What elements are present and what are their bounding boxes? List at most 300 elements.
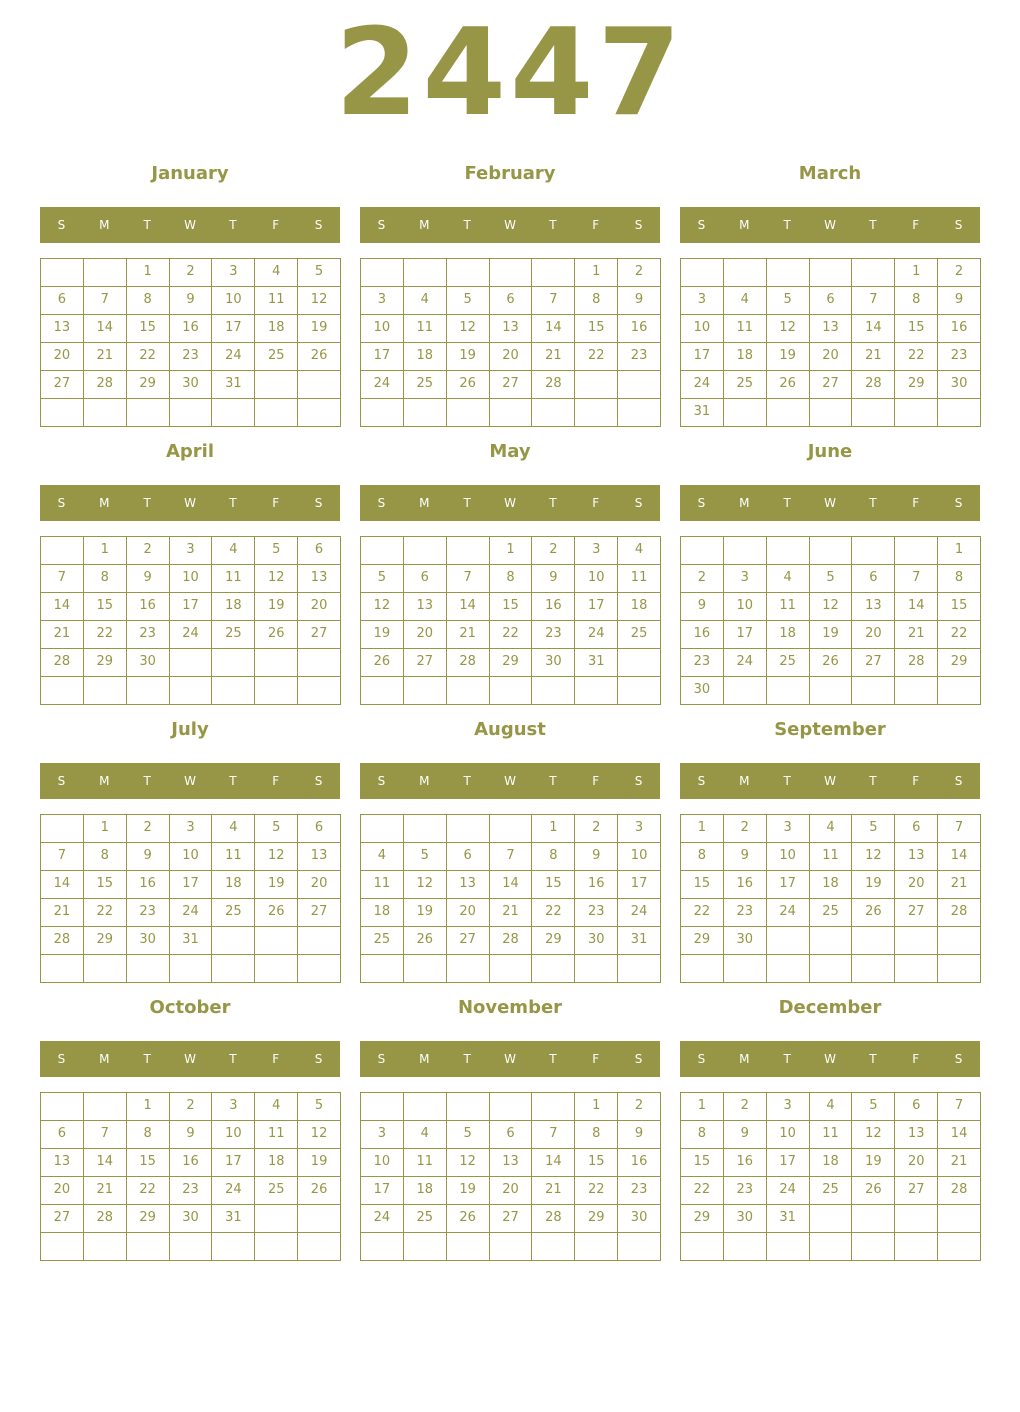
day-grid bbox=[360, 258, 661, 427]
weekday-label: T bbox=[143, 496, 151, 510]
day-cell: 25 bbox=[810, 899, 853, 927]
day-cell: 11 bbox=[810, 843, 853, 871]
day-cell: 24 bbox=[767, 1177, 810, 1205]
day-cell: 8 bbox=[938, 565, 981, 593]
day-cell: 3 bbox=[618, 815, 661, 843]
day-cell: 8 bbox=[490, 565, 533, 593]
empty-day-cell bbox=[852, 259, 895, 287]
empty-day-cell bbox=[724, 537, 767, 565]
empty-day-cell bbox=[852, 399, 895, 427]
month-july bbox=[40, 715, 340, 985]
day-cell: 18 bbox=[212, 593, 255, 621]
day-cell: 18 bbox=[255, 1149, 298, 1177]
weekday-header bbox=[40, 1041, 340, 1077]
day-cell: 29 bbox=[490, 649, 533, 677]
day-cell: 20 bbox=[490, 1177, 533, 1205]
day-cell: 16 bbox=[681, 621, 724, 649]
day-cell: 12 bbox=[255, 565, 298, 593]
day-cell: 10 bbox=[575, 565, 618, 593]
day-cell: 13 bbox=[404, 593, 447, 621]
empty-day-cell bbox=[212, 927, 255, 955]
day-cell: 6 bbox=[298, 537, 341, 565]
day-cell: 10 bbox=[767, 1121, 810, 1149]
day-cell: 11 bbox=[404, 315, 447, 343]
day-cell: 19 bbox=[404, 899, 447, 927]
day-cell: 28 bbox=[84, 371, 127, 399]
weekday-label: F bbox=[912, 774, 920, 788]
day-cell: 17 bbox=[767, 871, 810, 899]
weekday-label: M bbox=[419, 774, 430, 788]
day-cell: 1 bbox=[895, 259, 938, 287]
empty-day-cell bbox=[895, 927, 938, 955]
day-cell: 10 bbox=[170, 565, 213, 593]
day-cell: 15 bbox=[127, 1149, 170, 1177]
weekday-label: S bbox=[634, 218, 643, 232]
day-cell: 25 bbox=[255, 1177, 298, 1205]
day-cell: 2 bbox=[127, 537, 170, 565]
weekday-label: W bbox=[504, 218, 516, 232]
day-cell: 10 bbox=[361, 1149, 404, 1177]
month-name: December bbox=[778, 997, 882, 1018]
empty-day-cell bbox=[852, 1205, 895, 1233]
day-cell: 10 bbox=[170, 843, 213, 871]
empty-day-cell bbox=[490, 955, 533, 983]
empty-day-cell bbox=[724, 259, 767, 287]
weekday-label: T bbox=[229, 218, 237, 232]
day-cell: 17 bbox=[618, 871, 661, 899]
day-cell: 1 bbox=[681, 815, 724, 843]
empty-day-cell bbox=[84, 1093, 127, 1121]
day-cell: 7 bbox=[41, 565, 84, 593]
day-cell: 15 bbox=[490, 593, 533, 621]
empty-day-cell bbox=[447, 259, 490, 287]
day-cell: 3 bbox=[575, 537, 618, 565]
weekday-label: F bbox=[272, 1052, 280, 1066]
empty-day-cell bbox=[490, 1093, 533, 1121]
empty-day-cell bbox=[681, 1233, 724, 1261]
month-december bbox=[680, 993, 980, 1263]
day-cell: 9 bbox=[938, 287, 981, 315]
weekday-label: S bbox=[57, 496, 66, 510]
day-cell: 7 bbox=[84, 1121, 127, 1149]
day-cell: 28 bbox=[447, 649, 490, 677]
day-cell: 26 bbox=[810, 649, 853, 677]
weekday-label: W bbox=[504, 496, 516, 510]
day-cell: 2 bbox=[618, 259, 661, 287]
day-cell: 16 bbox=[127, 871, 170, 899]
day-cell: 18 bbox=[404, 1177, 447, 1205]
day-cell: 26 bbox=[298, 1177, 341, 1205]
day-cell: 1 bbox=[681, 1093, 724, 1121]
day-cell: 7 bbox=[938, 1093, 981, 1121]
day-cell: 30 bbox=[575, 927, 618, 955]
empty-day-cell bbox=[127, 955, 170, 983]
day-cell: 22 bbox=[532, 899, 575, 927]
month-name: July bbox=[171, 719, 209, 740]
day-cell: 16 bbox=[938, 315, 981, 343]
empty-day-cell bbox=[361, 399, 404, 427]
weekday-label: W bbox=[504, 1052, 516, 1066]
day-cell: 24 bbox=[170, 899, 213, 927]
day-cell: 10 bbox=[724, 593, 767, 621]
day-cell: 2 bbox=[170, 1093, 213, 1121]
empty-day-cell bbox=[724, 677, 767, 705]
day-grid bbox=[680, 536, 981, 705]
day-cell: 9 bbox=[170, 287, 213, 315]
weekday-label: T bbox=[229, 774, 237, 788]
weekday-label: T bbox=[549, 774, 557, 788]
day-cell: 9 bbox=[618, 1121, 661, 1149]
day-cell: 4 bbox=[212, 815, 255, 843]
day-cell: 19 bbox=[255, 593, 298, 621]
empty-day-cell bbox=[810, 1233, 853, 1261]
day-cell: 2 bbox=[724, 1093, 767, 1121]
empty-day-cell bbox=[298, 1205, 341, 1233]
empty-day-cell bbox=[618, 677, 661, 705]
day-cell: 17 bbox=[170, 593, 213, 621]
day-cell: 6 bbox=[447, 843, 490, 871]
day-cell: 9 bbox=[532, 565, 575, 593]
day-cell: 10 bbox=[767, 843, 810, 871]
weekday-header bbox=[360, 485, 660, 521]
day-cell: 7 bbox=[852, 287, 895, 315]
day-cell: 4 bbox=[810, 815, 853, 843]
day-cell: 17 bbox=[361, 343, 404, 371]
empty-day-cell bbox=[255, 399, 298, 427]
day-cell: 18 bbox=[767, 621, 810, 649]
empty-day-cell bbox=[681, 537, 724, 565]
day-cell: 14 bbox=[490, 871, 533, 899]
weekday-label: S bbox=[634, 1052, 643, 1066]
day-cell: 3 bbox=[170, 815, 213, 843]
weekday-label: M bbox=[419, 218, 430, 232]
day-cell: 9 bbox=[575, 843, 618, 871]
day-cell: 16 bbox=[575, 871, 618, 899]
weekday-label: M bbox=[739, 496, 750, 510]
day-cell: 19 bbox=[298, 315, 341, 343]
day-cell: 17 bbox=[361, 1177, 404, 1205]
day-cell: 8 bbox=[681, 1121, 724, 1149]
empty-day-cell bbox=[938, 927, 981, 955]
weekday-label: S bbox=[377, 496, 386, 510]
empty-day-cell bbox=[810, 259, 853, 287]
weekday-label: S bbox=[697, 774, 706, 788]
day-cell: 20 bbox=[895, 871, 938, 899]
day-cell: 30 bbox=[127, 649, 170, 677]
day-cell: 14 bbox=[84, 315, 127, 343]
empty-day-cell bbox=[170, 649, 213, 677]
empty-day-cell bbox=[298, 927, 341, 955]
day-cell: 28 bbox=[938, 1177, 981, 1205]
day-cell: 19 bbox=[810, 621, 853, 649]
day-cell: 3 bbox=[170, 537, 213, 565]
day-cell: 9 bbox=[724, 843, 767, 871]
day-cell: 29 bbox=[681, 927, 724, 955]
empty-day-cell bbox=[724, 1233, 767, 1261]
day-cell: 22 bbox=[575, 1177, 618, 1205]
empty-day-cell bbox=[84, 677, 127, 705]
day-cell: 26 bbox=[852, 1177, 895, 1205]
day-cell: 19 bbox=[767, 343, 810, 371]
day-cell: 25 bbox=[404, 371, 447, 399]
weekday-label: F bbox=[592, 1052, 600, 1066]
empty-day-cell bbox=[618, 1233, 661, 1261]
day-cell: 13 bbox=[41, 315, 84, 343]
empty-day-cell bbox=[618, 649, 661, 677]
day-cell: 5 bbox=[361, 565, 404, 593]
day-cell: 10 bbox=[618, 843, 661, 871]
empty-day-cell bbox=[127, 1233, 170, 1261]
weekday-label: S bbox=[634, 496, 643, 510]
month-name: June bbox=[807, 441, 853, 462]
empty-day-cell bbox=[361, 955, 404, 983]
day-cell: 20 bbox=[447, 899, 490, 927]
day-cell: 4 bbox=[404, 1121, 447, 1149]
day-cell: 15 bbox=[895, 315, 938, 343]
day-cell: 27 bbox=[41, 1205, 84, 1233]
day-cell: 3 bbox=[767, 815, 810, 843]
day-cell: 11 bbox=[404, 1149, 447, 1177]
empty-day-cell bbox=[532, 677, 575, 705]
day-cell: 6 bbox=[895, 1093, 938, 1121]
day-cell: 6 bbox=[895, 815, 938, 843]
day-cell: 4 bbox=[767, 565, 810, 593]
weekday-label: M bbox=[419, 1052, 430, 1066]
day-cell: 23 bbox=[618, 1177, 661, 1205]
day-cell: 22 bbox=[938, 621, 981, 649]
day-cell: 17 bbox=[212, 1149, 255, 1177]
day-cell: 29 bbox=[127, 1205, 170, 1233]
empty-day-cell bbox=[361, 1093, 404, 1121]
empty-day-cell bbox=[41, 1093, 84, 1121]
day-cell: 14 bbox=[41, 871, 84, 899]
day-cell: 30 bbox=[170, 1205, 213, 1233]
empty-day-cell bbox=[532, 1233, 575, 1261]
day-cell: 2 bbox=[575, 815, 618, 843]
day-cell: 5 bbox=[767, 287, 810, 315]
empty-day-cell bbox=[298, 399, 341, 427]
day-cell: 21 bbox=[490, 899, 533, 927]
empty-day-cell bbox=[895, 677, 938, 705]
day-cell: 24 bbox=[212, 1177, 255, 1205]
empty-day-cell bbox=[724, 399, 767, 427]
empty-day-cell bbox=[575, 371, 618, 399]
empty-day-cell bbox=[127, 399, 170, 427]
empty-day-cell bbox=[895, 955, 938, 983]
day-grid bbox=[360, 1092, 661, 1261]
weekday-label: F bbox=[272, 774, 280, 788]
day-cell: 1 bbox=[127, 259, 170, 287]
day-cell: 1 bbox=[490, 537, 533, 565]
day-cell: 24 bbox=[681, 371, 724, 399]
empty-day-cell bbox=[404, 399, 447, 427]
day-cell: 5 bbox=[852, 815, 895, 843]
empty-day-cell bbox=[255, 371, 298, 399]
day-cell: 19 bbox=[298, 1149, 341, 1177]
day-cell: 15 bbox=[575, 1149, 618, 1177]
weekday-label: T bbox=[463, 218, 471, 232]
day-cell: 20 bbox=[41, 1177, 84, 1205]
day-cell: 27 bbox=[895, 1177, 938, 1205]
empty-day-cell bbox=[447, 955, 490, 983]
day-cell: 15 bbox=[84, 871, 127, 899]
day-cell: 20 bbox=[810, 343, 853, 371]
day-grid bbox=[40, 814, 341, 983]
day-cell: 21 bbox=[532, 1177, 575, 1205]
day-cell: 3 bbox=[212, 259, 255, 287]
day-cell: 24 bbox=[618, 899, 661, 927]
empty-day-cell bbox=[767, 955, 810, 983]
day-cell: 9 bbox=[127, 843, 170, 871]
day-cell: 5 bbox=[447, 1121, 490, 1149]
day-cell: 29 bbox=[127, 371, 170, 399]
weekday-label: T bbox=[869, 1052, 877, 1066]
empty-day-cell bbox=[852, 677, 895, 705]
weekday-label: W bbox=[824, 218, 836, 232]
day-cell: 29 bbox=[938, 649, 981, 677]
day-cell: 5 bbox=[255, 815, 298, 843]
day-cell: 11 bbox=[810, 1121, 853, 1149]
day-cell: 26 bbox=[852, 899, 895, 927]
day-cell: 28 bbox=[938, 899, 981, 927]
weekday-label: S bbox=[314, 496, 323, 510]
year-title: 2447 bbox=[335, 4, 685, 143]
day-grid bbox=[680, 258, 981, 427]
day-cell: 27 bbox=[490, 371, 533, 399]
day-cell: 15 bbox=[84, 593, 127, 621]
day-cell: 31 bbox=[618, 927, 661, 955]
empty-day-cell bbox=[447, 1093, 490, 1121]
day-cell: 9 bbox=[127, 565, 170, 593]
weekday-label: W bbox=[184, 774, 196, 788]
weekday-label: T bbox=[783, 496, 791, 510]
empty-day-cell bbox=[490, 1233, 533, 1261]
day-cell: 25 bbox=[618, 621, 661, 649]
weekday-label: S bbox=[377, 218, 386, 232]
empty-day-cell bbox=[767, 537, 810, 565]
day-cell: 22 bbox=[84, 899, 127, 927]
weekday-label: S bbox=[377, 774, 386, 788]
day-cell: 25 bbox=[404, 1205, 447, 1233]
weekday-label: F bbox=[592, 774, 600, 788]
day-cell: 8 bbox=[532, 843, 575, 871]
weekday-label: S bbox=[697, 1052, 706, 1066]
weekday-label: S bbox=[697, 218, 706, 232]
weekday-label: S bbox=[57, 1052, 66, 1066]
weekday-label: W bbox=[504, 774, 516, 788]
empty-day-cell bbox=[810, 955, 853, 983]
day-cell: 19 bbox=[361, 621, 404, 649]
weekday-label: W bbox=[184, 1052, 196, 1066]
day-cell: 16 bbox=[170, 315, 213, 343]
day-cell: 31 bbox=[212, 371, 255, 399]
weekday-header bbox=[680, 763, 980, 799]
weekday-label: W bbox=[184, 218, 196, 232]
empty-day-cell bbox=[810, 399, 853, 427]
day-cell: 11 bbox=[212, 565, 255, 593]
empty-day-cell bbox=[490, 259, 533, 287]
weekday-label: M bbox=[739, 774, 750, 788]
empty-day-cell bbox=[41, 537, 84, 565]
day-cell: 5 bbox=[810, 565, 853, 593]
day-cell: 15 bbox=[532, 871, 575, 899]
day-cell: 10 bbox=[361, 315, 404, 343]
day-cell: 29 bbox=[84, 649, 127, 677]
empty-day-cell bbox=[170, 955, 213, 983]
day-cell: 28 bbox=[490, 927, 533, 955]
day-cell: 18 bbox=[618, 593, 661, 621]
weekday-label: F bbox=[912, 496, 920, 510]
empty-day-cell bbox=[298, 1233, 341, 1261]
day-cell: 23 bbox=[681, 649, 724, 677]
weekday-label: F bbox=[912, 218, 920, 232]
day-cell: 9 bbox=[724, 1121, 767, 1149]
empty-day-cell bbox=[404, 955, 447, 983]
empty-day-cell bbox=[810, 927, 853, 955]
day-cell: 8 bbox=[895, 287, 938, 315]
weekday-label: T bbox=[783, 218, 791, 232]
month-march bbox=[680, 159, 980, 429]
weekday-label: T bbox=[549, 218, 557, 232]
day-cell: 4 bbox=[810, 1093, 853, 1121]
day-cell: 19 bbox=[447, 343, 490, 371]
day-cell: 11 bbox=[767, 593, 810, 621]
day-grid bbox=[40, 536, 341, 705]
empty-day-cell bbox=[938, 1233, 981, 1261]
day-cell: 5 bbox=[298, 259, 341, 287]
day-cell: 12 bbox=[810, 593, 853, 621]
day-cell: 14 bbox=[938, 1121, 981, 1149]
day-cell: 14 bbox=[938, 843, 981, 871]
day-cell: 1 bbox=[84, 537, 127, 565]
day-cell: 4 bbox=[255, 259, 298, 287]
day-cell: 7 bbox=[447, 565, 490, 593]
day-cell: 23 bbox=[724, 1177, 767, 1205]
day-cell: 7 bbox=[532, 1121, 575, 1149]
day-cell: 21 bbox=[447, 621, 490, 649]
day-cell: 16 bbox=[724, 1149, 767, 1177]
weekday-label: F bbox=[272, 218, 280, 232]
day-cell: 14 bbox=[895, 593, 938, 621]
day-cell: 13 bbox=[447, 871, 490, 899]
weekday-label: S bbox=[954, 496, 963, 510]
day-cell: 26 bbox=[447, 1205, 490, 1233]
day-grid bbox=[680, 1092, 981, 1261]
day-cell: 8 bbox=[575, 1121, 618, 1149]
empty-day-cell bbox=[84, 259, 127, 287]
month-october bbox=[40, 993, 340, 1263]
empty-day-cell bbox=[938, 677, 981, 705]
day-cell: 25 bbox=[724, 371, 767, 399]
weekday-label: S bbox=[954, 1052, 963, 1066]
day-cell: 12 bbox=[404, 871, 447, 899]
day-cell: 17 bbox=[724, 621, 767, 649]
empty-day-cell bbox=[852, 927, 895, 955]
month-june bbox=[680, 437, 980, 707]
day-cell: 28 bbox=[852, 371, 895, 399]
day-cell: 14 bbox=[852, 315, 895, 343]
day-cell: 10 bbox=[212, 1121, 255, 1149]
day-cell: 14 bbox=[447, 593, 490, 621]
day-cell: 6 bbox=[852, 565, 895, 593]
empty-day-cell bbox=[767, 1233, 810, 1261]
day-cell: 20 bbox=[298, 871, 341, 899]
empty-day-cell bbox=[212, 955, 255, 983]
day-cell: 18 bbox=[810, 871, 853, 899]
day-cell: 21 bbox=[84, 343, 127, 371]
day-cell: 11 bbox=[618, 565, 661, 593]
day-cell: 10 bbox=[212, 287, 255, 315]
